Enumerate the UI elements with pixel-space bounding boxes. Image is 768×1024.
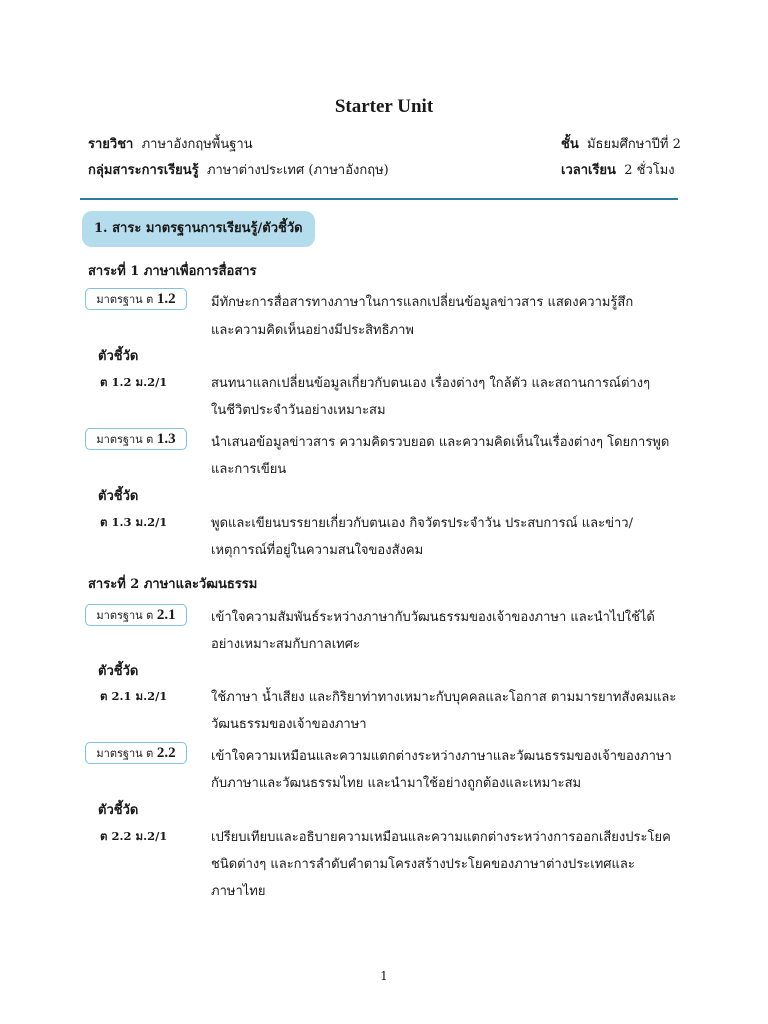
- standard-word: มาตรฐาน ต: [96, 433, 154, 446]
- grade-value: มัธยมศึกษาปีที่ 2: [586, 137, 681, 152]
- standard-badge: [85, 742, 187, 764]
- indicator-text: ภาษาไทย: [211, 884, 266, 899]
- standard-text: เข้าใจความเหมือนและความแตกต่างระหว่างภาษาและวัฒนธรรมของเจ้าของภาษา: [211, 749, 672, 764]
- indicator-code: ต 2.1 ม.2/1: [100, 689, 168, 703]
- standard-number: 2.1: [156, 607, 176, 623]
- standard-number: 1.3: [156, 431, 176, 447]
- indicator-code: ต 1.2 ม.2/1: [100, 375, 168, 389]
- indicator-code: ต 1.3 ม.2/1: [100, 515, 168, 529]
- indicator-text: ใช้ภาษา น้ำเสียง และกิริยาท่าทางเหมาะกับบุคคลและโอกาส ตามมารยาทสังคมและ: [211, 690, 677, 705]
- standard-badge: [85, 288, 187, 310]
- standard-word: มาตรฐาน ต: [96, 609, 154, 622]
- page-number: 1: [380, 969, 388, 983]
- indicator-heading: ตัวชี้วัด: [98, 349, 139, 364]
- standard-text: นำเสนอข้อมูลข่าวสาร ความคิดรวบยอด และความคิดเห็นในเรื่องต่างๆ โดยการพูด: [211, 435, 670, 450]
- standard-text: กับภาษาและวัฒนธรรมไทย และนำมาใช้อย่างถูกต้องและเหมาะสม: [211, 776, 582, 791]
- grade-label: ชั้น: [561, 137, 579, 152]
- section-heading: 1. สาระ มาตรฐานการเรียนรู้/ตัวชี้วัด: [82, 211, 315, 247]
- subject-line: [88, 133, 253, 154]
- standard-word: มาตรฐาน ต: [96, 293, 154, 306]
- learning-group-label: กลุ่มสาระการเรียนรู้: [88, 163, 199, 178]
- strand-2-heading: สาระที่ 2 ภาษาและวัฒนธรรม: [88, 577, 258, 592]
- standard-text: มีทักษะการสื่อสารทางภาษาในการแลกเปลี่ยนข้อมูลข่าวสาร แสดงความรู้สึก: [211, 295, 634, 310]
- standard-badge: [85, 604, 187, 626]
- page-title: Starter Unit: [334, 96, 434, 117]
- indicator-text: ชนิดต่างๆ และการลำดับคำตามโครงสร้างประโยคของภาษาต่างประเทศและ: [211, 857, 635, 872]
- indicator-text: สนทนาแลกเปลี่ยนข้อมูลเกี่ยวกับตนเอง เรื่องต่างๆ ใกล้ตัว และสถานการณ์ต่างๆ: [211, 376, 651, 391]
- study-time-label: เวลาเรียน: [561, 163, 616, 178]
- standard-text: และการเขียน: [211, 462, 287, 477]
- standard-text: อย่างเหมาะสมกับกาลเทศะ: [211, 637, 360, 652]
- indicator-text: ในชีวิตประจำวันอย่างเหมาะสม: [211, 403, 386, 418]
- subject-value: ภาษาอังกฤษพื้นฐาน: [141, 137, 253, 152]
- indicator-text: วัฒนธรรมของเจ้าของภาษา: [211, 717, 367, 732]
- learning-group-line: [88, 159, 389, 180]
- indicator-text: พูดและเขียนบรรยายเกี่ยวกับตนเอง กิจวัตรประจำวัน ประสบการณ์ และข่าว/: [211, 516, 633, 531]
- standard-text: และความคิดเห็นอย่างมีประสิทธิภาพ: [211, 323, 414, 338]
- indicator-code: ต 2.2 ม.2/1: [100, 829, 168, 843]
- indicator-heading: ตัวชี้วัด: [98, 803, 139, 818]
- header-divider: [80, 198, 678, 200]
- indicator-heading: ตัวชี้วัด: [98, 664, 139, 679]
- indicator-text: เหตุการณ์ที่อยู่ในความสนใจของสังคม: [211, 543, 424, 558]
- subject-label: รายวิชา: [88, 137, 134, 152]
- study-time-value: 2 ชั่วโมง: [624, 163, 675, 178]
- standard-text: เข้าใจความสัมพันธ์ระหว่างภาษากับวัฒนธรรมของเจ้าของภาษา และนำไปใช้ได้: [211, 610, 655, 625]
- grade-line: [561, 133, 681, 154]
- standard-number: 1.2: [156, 291, 176, 307]
- indicator-heading: ตัวชี้วัด: [98, 489, 139, 504]
- standard-badge: [85, 428, 187, 450]
- standard-number: 2.2: [156, 745, 176, 761]
- indicator-text: เปรียบเทียบและอธิบายความเหมือนและความแตกต่างระหว่างการออกเสียงประโยค: [211, 830, 671, 845]
- learning-group-value: ภาษาต่างประเทศ (ภาษาอังกฤษ): [206, 163, 389, 178]
- standard-word: มาตรฐาน ต: [96, 747, 154, 760]
- strand-1-heading: สาระที่ 1 ภาษาเพื่อการสื่อสาร: [88, 264, 257, 279]
- study-time-line: [561, 159, 675, 180]
